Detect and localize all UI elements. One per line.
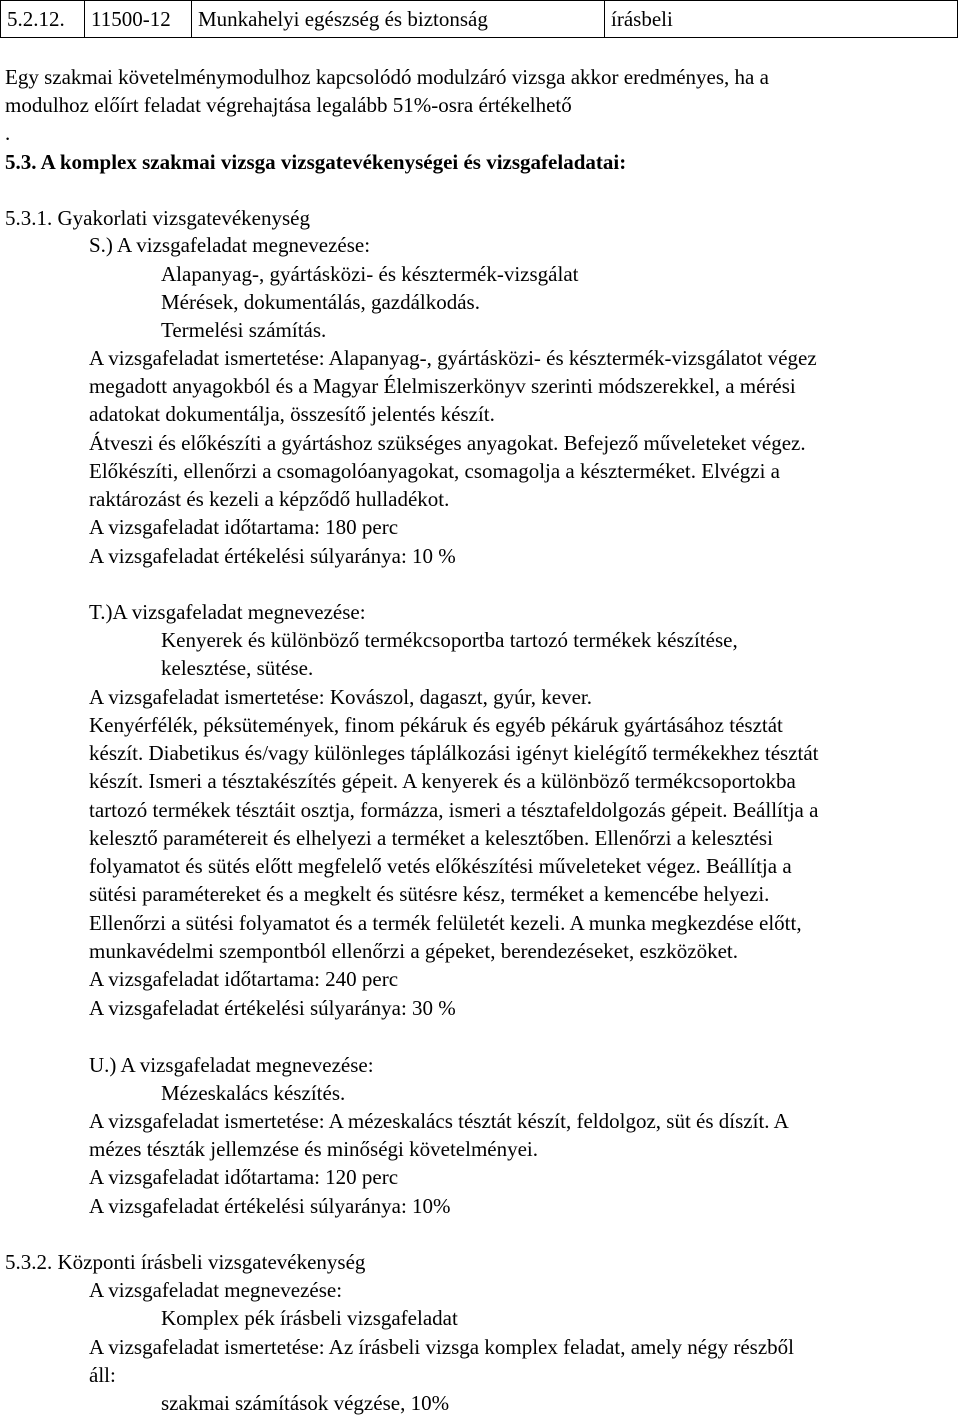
- section-heading-5-3-2: 5.3.2. Központi írásbeli vizsgatevékenység: [5, 1250, 366, 1274]
- task-t-weight: A vizsgafeladat értékelési súlyaránya: 30 %: [89, 996, 456, 1020]
- task-s-desc: adatokat dokumentálja, összesítő jelentés készít.: [89, 402, 495, 426]
- task-t-desc: munkavédelmi szempontból ellenőrzi a gépeket, berendezéseket, eszközöket.: [89, 939, 738, 963]
- task-t-desc: Ellenőrzi a sütési folyamatot és a termék felületét kezeli. A munka megkezdése előtt,: [89, 911, 802, 935]
- written-desc: A vizsgafeladat ismertetése: Az írásbeli vizsga komplex feladat, amely négy részből: [89, 1335, 794, 1359]
- task-u-duration: A vizsgafeladat időtartama: 120 perc: [89, 1165, 399, 1189]
- task-t-desc: készít. Diabetikus és/vagy különleges táplálkozási igényt kielégítő termékekhez tésztát: [89, 741, 819, 765]
- task-t-desc: sütési paramétereket és a megkelt és sütésre kész, terméket a kemencébe helyezi.: [89, 882, 770, 906]
- task-s-label: S.) A vizsgafeladat megnevezése:: [89, 233, 371, 257]
- task-s-name: Termelési számítás.: [161, 318, 327, 342]
- task-u-name: Mézeskalács készítés.: [161, 1081, 346, 1105]
- task-u-weight: A vizsgafeladat értékelési súlyaránya: 10%: [89, 1194, 451, 1218]
- task-s-desc: Előkészíti, ellenőrzi a csomagolóanyagokat, csomagolja a készterméket. Elvégzi a: [89, 459, 780, 483]
- task-s-name: Mérések, dokumentálás, gazdálkodás.: [161, 290, 480, 314]
- task-s-desc: megadott anyagokból és a Magyar Élelmiszerkönyv szerinti módszerekkel, a mérési: [89, 374, 796, 398]
- task-s-duration: A vizsgafeladat időtartama: 180 perc: [89, 515, 399, 539]
- task-t-desc: Kenyérfélék, péksütemények, finom pékáruk és egyéb pékáruk gyártásához tésztát: [89, 713, 783, 737]
- module-code: 11500-12: [85, 1, 192, 38]
- task-t-desc: kelesztő paramétereit és elhelyezi a terméket a kelesztőben. Ellenőrzi a kelesztési: [89, 826, 773, 850]
- task-t-desc: A vizsgafeladat ismertetése: Kovászol, dagaszt, gyúr, kever.: [89, 685, 592, 709]
- module-number: 5.2.12.: [1, 1, 85, 38]
- task-t-desc: tartozó termékek tésztáit osztja, formázza, ismeri a tésztafeldolgozás gépeit. Beállítja a: [89, 798, 819, 822]
- task-t-desc: folyamatot és sütés előtt megfelelő vetés előkészítési műveleteket végez. Beállítja a: [89, 854, 792, 878]
- intro-line: .: [5, 121, 11, 145]
- task-t-duration: A vizsgafeladat időtartama: 240 perc: [89, 967, 399, 991]
- module-name: Munkahelyi egészség és biztonság: [192, 1, 605, 38]
- section-heading-5-3-1: 5.3.1. Gyakorlati vizsgatevékenység: [5, 206, 310, 230]
- task-u-label: U.) A vizsgafeladat megnevezése:: [89, 1053, 374, 1077]
- written-desc: áll:: [89, 1363, 116, 1387]
- task-s-name: Alapanyag-, gyártásközi- és késztermék-vizsgálat: [161, 262, 579, 286]
- table-row: [1, 1, 958, 38]
- task-s-desc: raktározást és kezeli a képződő hulladékot.: [89, 487, 450, 511]
- task-s-desc: Átveszi és előkészíti a gyártáshoz szükséges anyagokat. Befejező műveleteket végez.: [89, 431, 806, 455]
- section-heading-5-3: 5.3. A komplex szakmai vizsga vizsgatevékenységei és vizsgafeladatai:: [5, 150, 627, 174]
- task-u-desc: A vizsgafeladat ismertetése: A mézeskalács tésztát készít, feldolgoz, süt és díszít. A: [89, 1109, 789, 1133]
- written-sub: szakmai számítások végzése, 10%: [161, 1391, 450, 1415]
- task-t-desc: készít. Ismeri a tésztakészítés gépeit. A kenyerek és a különböző termékcsoportokba: [89, 769, 796, 793]
- task-s-weight: A vizsgafeladat értékelési súlyaránya: 10 %: [89, 544, 456, 568]
- task-u-desc: mézes tészták jellemzése és minőségi követelményei.: [89, 1137, 538, 1161]
- task-t-label: T.)A vizsgafeladat megnevezése:: [89, 600, 366, 624]
- task-s-desc: A vizsgafeladat ismertetése: Alapanyag-, gyártásközi- és késztermék-vizsgálatot végez: [89, 346, 817, 370]
- task-t-name: kelesztése, sütése.: [161, 656, 314, 680]
- written-label: A vizsgafeladat megnevezése:: [89, 1278, 343, 1302]
- module-table: [0, 0, 958, 38]
- written-name: Komplex pék írásbeli vizsgafeladat: [161, 1306, 458, 1330]
- intro-line: modulhoz előírt feladat végrehajtása legalább 51%-osra értékelhető: [5, 93, 572, 117]
- exam-type: írásbeli: [605, 1, 958, 38]
- intro-line: Egy szakmai követelménymodulhoz kapcsolódó modulzáró vizsga akkor eredményes, ha a: [5, 65, 769, 89]
- task-t-name: Kenyerek és különböző termékcsoportba tartozó termékek készítése,: [161, 628, 738, 652]
